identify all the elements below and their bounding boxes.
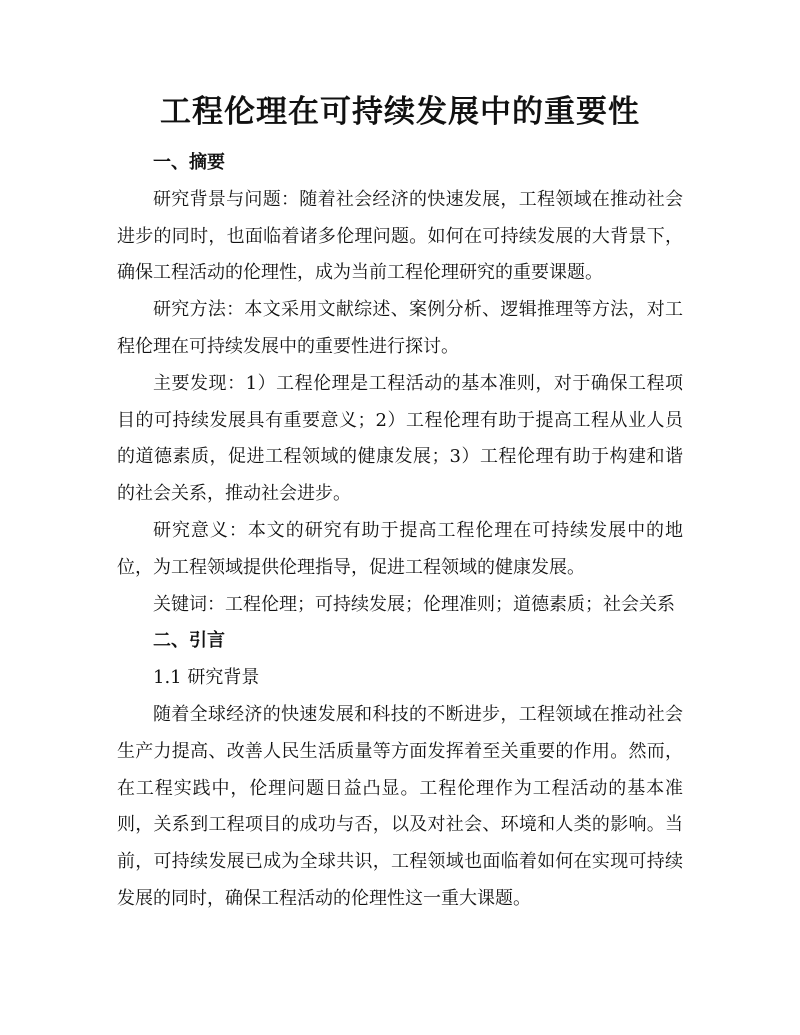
keywords-paragraph: 关键词：工程伦理；可持续发展；伦理准则；道德素质；社会关系	[153, 593, 675, 615]
abstract-significance-paragraph: 研究意义：本文的研究有助于提高工程伦理在可持续发展中的地位，为工程领域提供伦理指导，促进工程领域的健康发展。	[117, 519, 683, 578]
document-body	[117, 145, 683, 918]
section-heading-introduction: 二、引言	[153, 630, 225, 652]
abstract-findings-paragraph: 主要发现：1）工程伦理是工程活动的基本准则，对于确保工程项目的可持续发展具有重要意义；2）工程伦理有助于提高工程从业人员的道德素质，促进工程领域的健康发展；3）工程伦理有助于构建和谐的社会关系，推动社会进步。	[117, 372, 683, 505]
document-title: 工程伦理在可持续发展中的重要性	[160, 94, 640, 130]
subsection-heading-background: 1.1 研究背景	[153, 667, 260, 689]
section-heading-abstract: 一、摘要	[153, 152, 225, 173]
abstract-methods-paragraph: 研究方法：本文采用文献综述、案例分析、逻辑推理等方法，对工程伦理在可持续发展中的重要性进行探讨。	[117, 299, 683, 357]
introduction-background-paragraph: 随着全球经济的快速发展和科技的不断进步，工程领域在推动社会生产力提高、改善人民生活质量等方面发挥着至关重要的作用。然而，在工程实践中，伦理问题日益凸显。工程伦理作为工程活动的基本准则，关系到工程项目的成功与否，以及对社会、环境和人类的影响。当前，可持续发展已成为全球共识，工程领域也面临着如何在实现可持续发展的同时，确保工程活动的伦理性这一重大课题。	[117, 703, 683, 909]
abstract-background-paragraph: 研究背景与问题：随着社会经济的快速发展，工程领域在推动社会进步的同时，也面临着诸多伦理问题。如何在可持续发展的大背景下，确保工程活动的伦理性，成为当前工程伦理研究的重要课题。	[117, 188, 683, 284]
